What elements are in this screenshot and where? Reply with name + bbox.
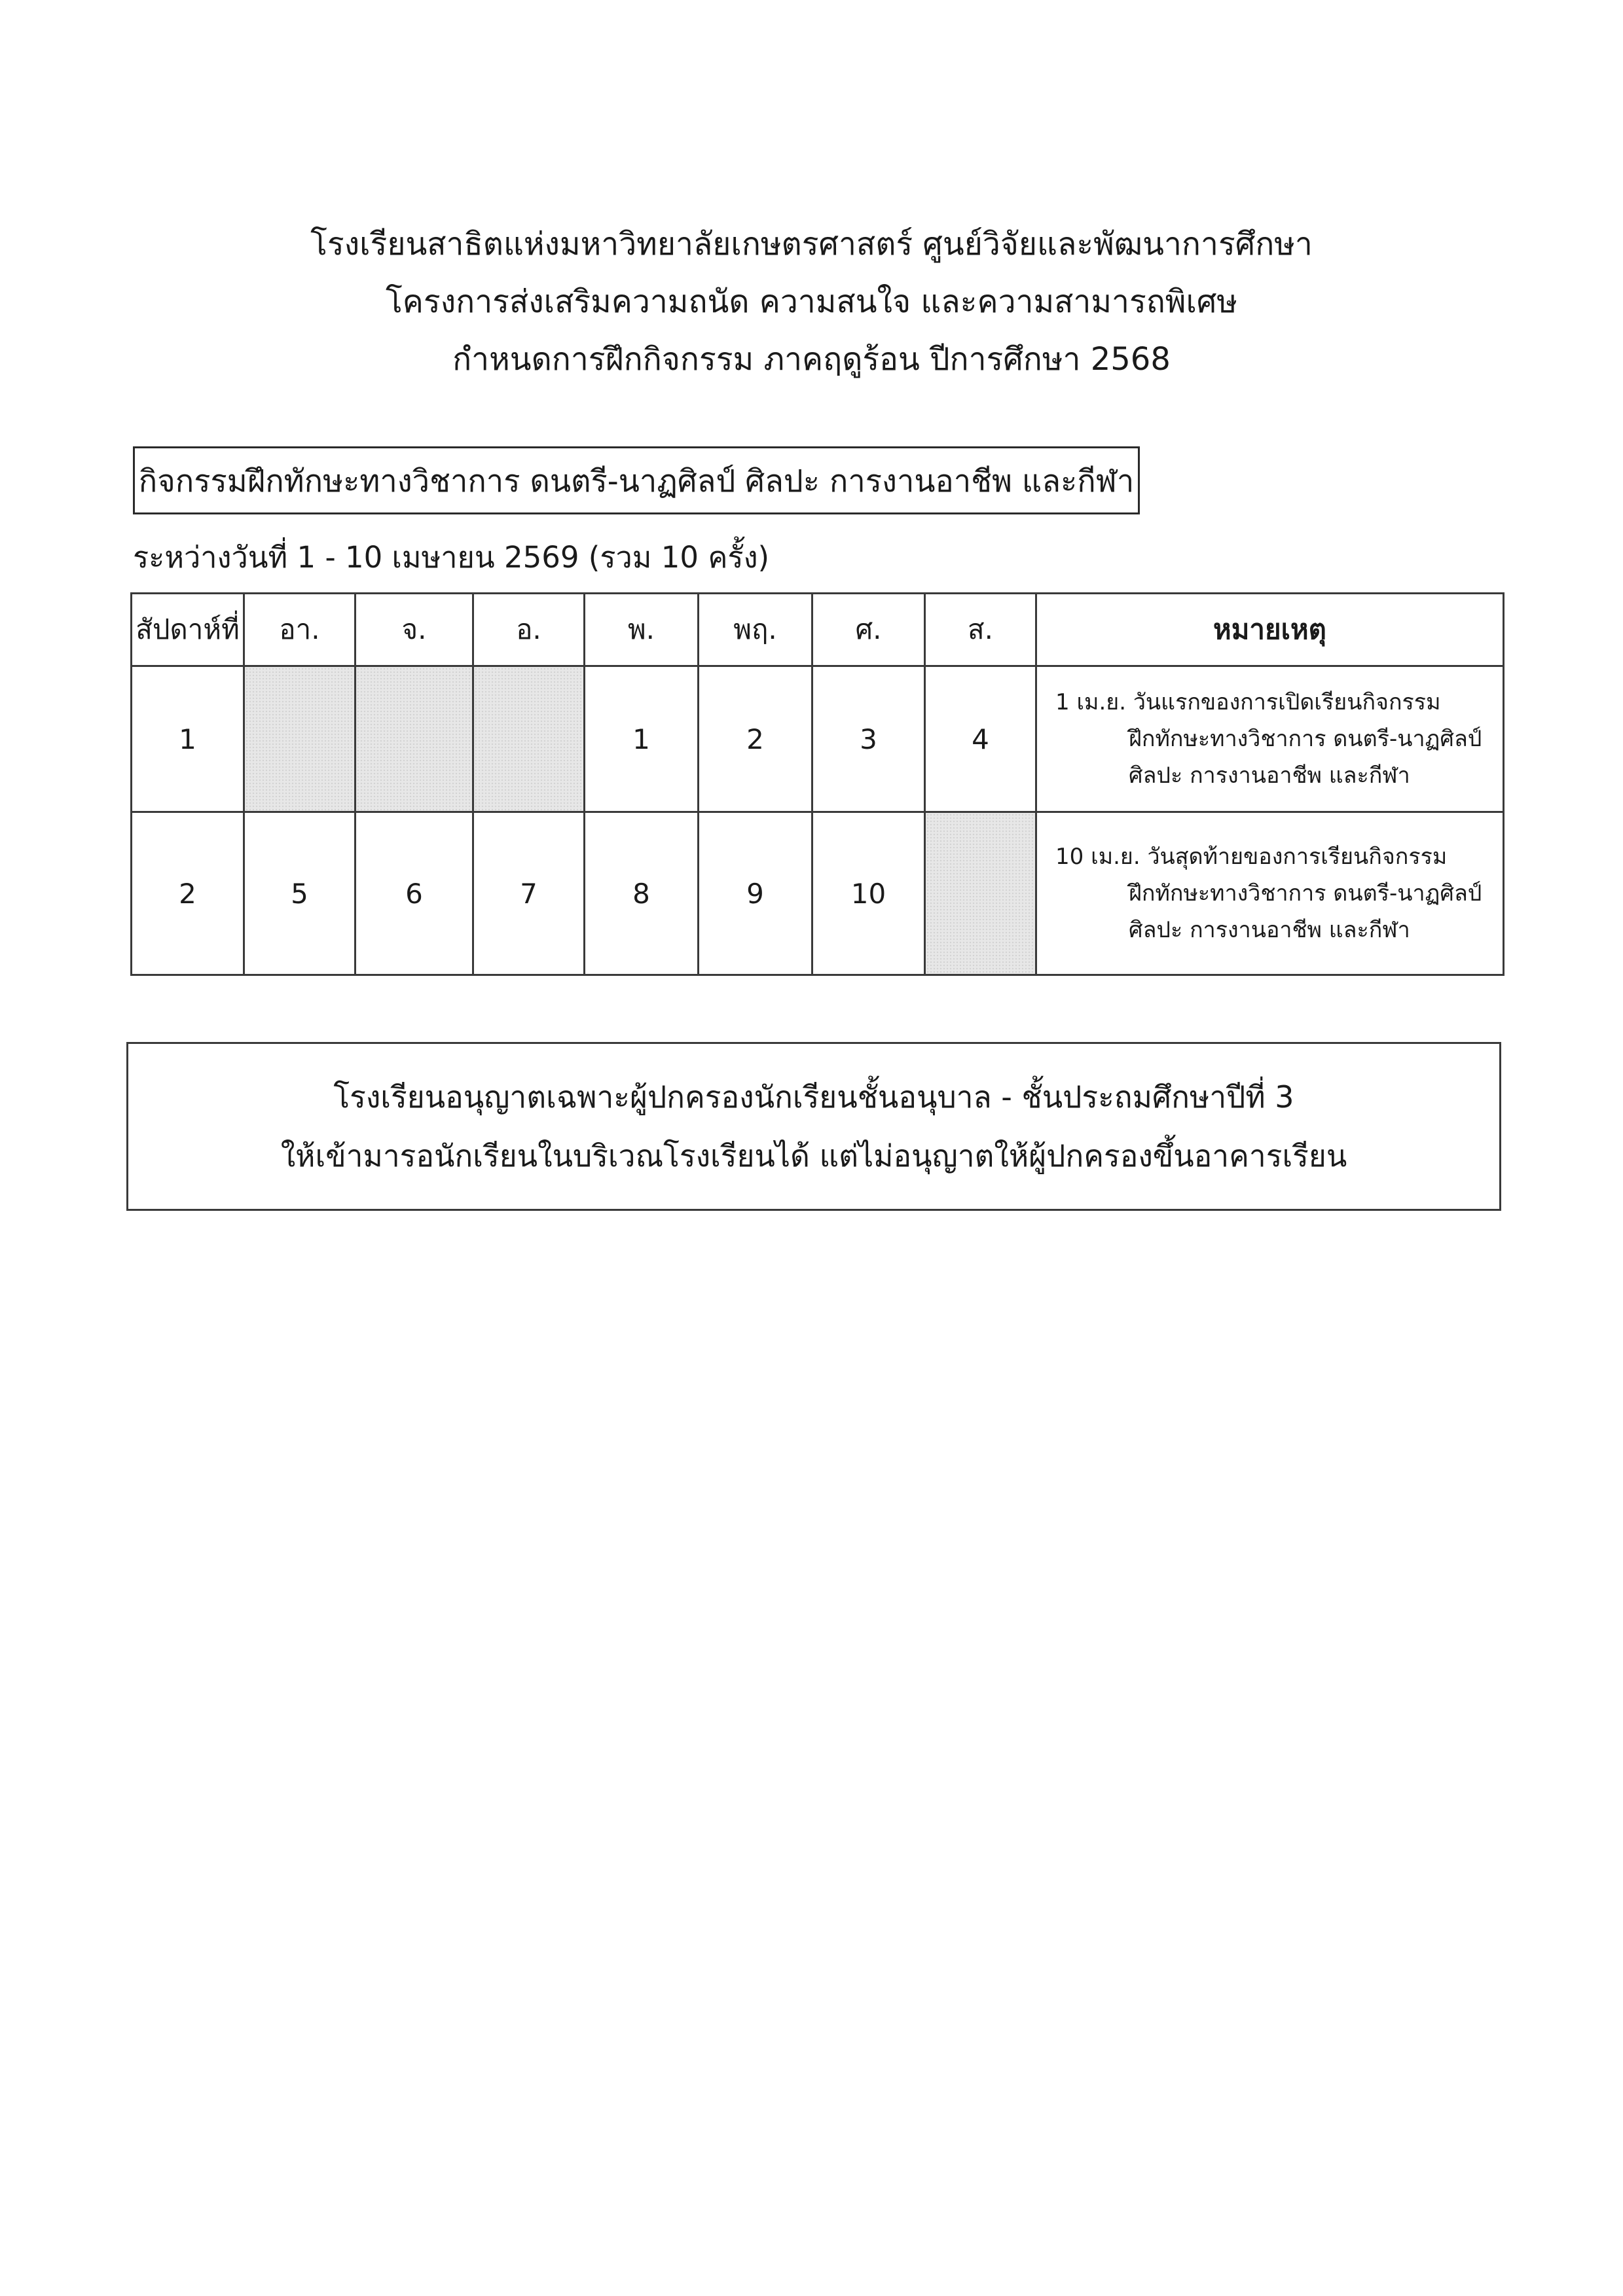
header-thu: พฤ. — [699, 594, 812, 666]
header-tue: อ. — [473, 594, 585, 666]
period-text: ระหว่างวันที่ 1 - 10 เมษายน 2569 (รวม 10 ครั้ง) — [133, 540, 770, 575]
header-wed: พ. — [585, 594, 699, 666]
day-cell: 4 — [925, 666, 1036, 812]
table-header-row — [132, 594, 1504, 666]
notice-line: โรงเรียนอนุญาตเฉพาะผู้ปกครองนักเรียนชั้นอนุบาล - ชั้นประถมศึกษาปีที่ 3 — [333, 1079, 1294, 1115]
note-line: 10 เม.ย. วันสุดท้ายของการเรียนกิจกรรม — [1055, 844, 1448, 870]
note-cell — [1036, 666, 1504, 812]
day-cell: 10 — [812, 812, 925, 975]
note-cell — [1036, 812, 1504, 975]
document-header — [0, 223, 1623, 381]
day-cell: 7 — [473, 812, 585, 975]
day-cell-empty — [244, 666, 356, 812]
week-number: 2 — [132, 812, 244, 975]
header-fri: ศ. — [812, 594, 925, 666]
day-cell: 1 — [585, 666, 699, 812]
note-line: ฝึกทักษะทางวิชาการ ดนตรี-นาฏศิลป์ — [1129, 880, 1482, 906]
day-cell: 3 — [812, 666, 925, 812]
school-name: โรงเรียนสาธิตแห่งมหาวิทยาลัยเกษตรศาสตร์ ศูนย์วิจัยและพัฒนาการศึกษา — [310, 226, 1313, 262]
day-cell: 2 — [699, 666, 812, 812]
day-cell: 9 — [699, 812, 812, 975]
activity-title: กิจกรรมฝึกทักษะทางวิชาการ ดนตรี-นาฏศิลป์ ศิลปะ การงานอาชีพ และกีฬา — [138, 463, 1135, 499]
header-note: หมายเหตุ — [1036, 594, 1504, 666]
schedule-table — [130, 592, 1504, 976]
day-cell: 8 — [585, 812, 699, 975]
day-cell-empty — [473, 666, 585, 812]
day-cell-empty — [356, 666, 473, 812]
table-row — [132, 666, 1504, 812]
parent-notice-box — [126, 1042, 1501, 1211]
header-mon: จ. — [356, 594, 473, 666]
day-cell-empty — [925, 812, 1036, 975]
notice-line: ให้เข้ามารอนักเรียนในบริเวณโรงเรียนได้ แต่ไม่อนุญาตให้ผู้ปกครองขึ้นอาคารเรียน — [280, 1138, 1347, 1174]
schedule-title: กำหนดการฝึกกิจกรรม ภาคฤดูร้อน ปีการศึกษา 2568 — [452, 341, 1171, 378]
header-sat: ส. — [925, 594, 1036, 666]
note-line: ศิลปะ การงานอาชีพ และกีฬา — [1129, 762, 1410, 789]
note-line: ฝึกทักษะทางวิชาการ ดนตรี-นาฏศิลป์ — [1129, 726, 1482, 752]
activity-title-box — [133, 446, 1140, 514]
header-sun: อา. — [244, 594, 356, 666]
day-cell: 6 — [356, 812, 473, 975]
day-cell: 5 — [244, 812, 356, 975]
project-name: โครงการส่งเสริมความถนัด ความสนใจ และความสามารถพิเศษ — [386, 283, 1237, 320]
table-row — [132, 812, 1504, 975]
note-line: ศิลปะ การงานอาชีพ และกีฬา — [1129, 917, 1410, 943]
week-number: 1 — [132, 666, 244, 812]
note-line: 1 เม.ย. วันแรกของการเปิดเรียนกิจกรรม — [1055, 689, 1441, 715]
header-week: สัปดาห์ที่ — [132, 594, 244, 666]
